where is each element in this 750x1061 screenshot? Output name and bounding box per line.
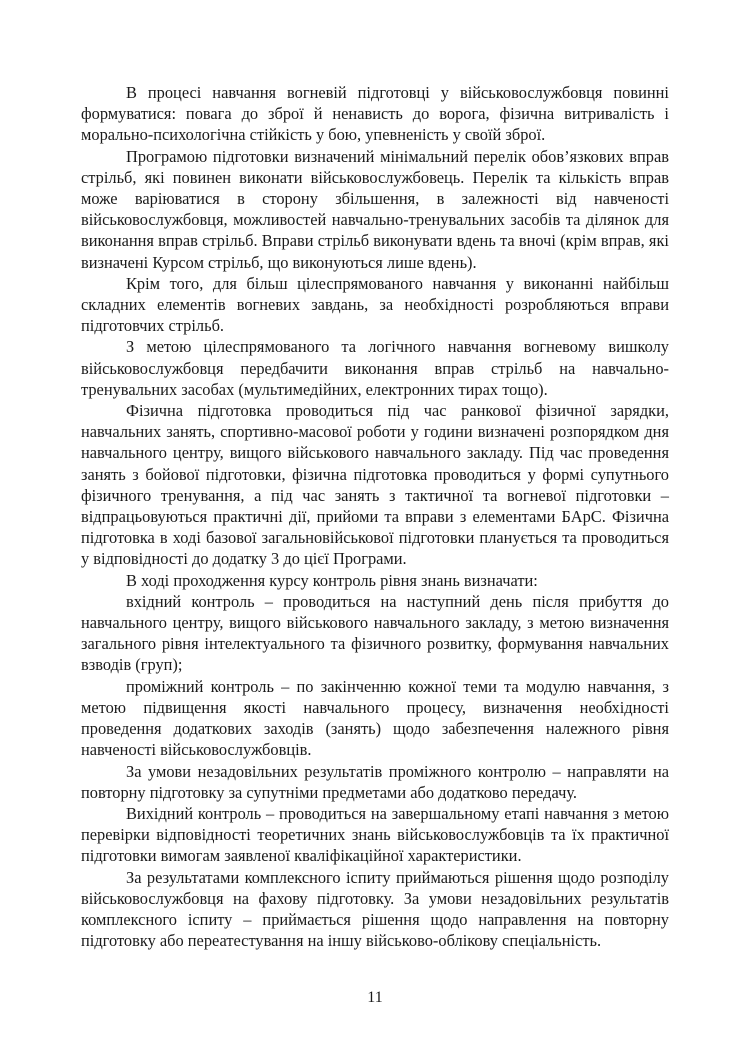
paragraph-fire-training-goals: В процесі навчання вогневій підготовці у військовослужбовця повинні формуватися: повага до зброї й ненависть до ворога, фізична витривалість і морально-психологічна стійкість у бою, упевненість у своїй зброї. <box>81 83 669 145</box>
paragraph-knowledge-control-intro: В ході проходження курсу контроль рівня знань визначати: <box>126 570 538 590</box>
document-page <box>81 82 669 951</box>
page-number: 11 <box>367 989 383 1006</box>
paragraph-comprehensive-exam: За результатами комплексного іспиту приймаються рішення щодо розподілу військовослужбовця на фахову підготовку. За умови незадовільних результатів комплексного іспиту – приймається рішення щодо направлення на повторну підготовку або переатестування на іншу військово-облікову спеціальність. <box>81 867 669 951</box>
paragraph-entry-control: вхідний контроль – проводиться на наступний день після прибуття до навчального центру, вищого військового навчального закладу, з метою визначення загального рівня інтелектуального та фізичного розвитку, формування навчальних взводів (груп); <box>81 591 669 675</box>
paragraph-intermediate-control: проміжний контроль – по закінченню кожної теми та модулю навчання, з метою підвищення якості навчального процесу, визначення необхідності проведення додаткових заходів (занять) щодо забезпечення належного рівня навченості військовослужбовців. <box>81 676 669 760</box>
paragraph-training-simulators: З метою цілеспрямованого та логічного навчання вогневому вишколу військовослужбовця передбачити виконання вправ стрільб на навчально-тренувальних засобах (мультимедійних, електронних тирах тощо). <box>81 337 669 399</box>
paragraph-preparatory-shooting: Крім того, для більш цілеспрямованого навчання у виконанні найбільш складних елементів вогневих завдань, за необхідності розробляються вправи підготовчих стрільб. <box>81 273 669 336</box>
paragraph-final-control: Вихідний контроль – проводиться на завершальному етапі навчання з метою перевірки відповідності теоретичних знань військовослужбовців та їх практичної підготовки вимогам заявленої кваліфікаційної характеристики. <box>81 803 669 866</box>
paragraph-unsatisfactory-results: За умови незадовільних результатів проміжного контролю – направляти на повторну підготовку за супутніми предметами або додатково передачу. <box>81 761 669 802</box>
paragraph-shooting-exercises: Програмою підготовки визначений мінімальний перелік обов’язкових вправ стрільб, які повинен виконати військовослужбовець. Перелік та кількість вправ може варіюватися в сторону збільшення, в залежності від навченості військовослужбовця, можливостей навчально-тренувальних засобів та ділянок для виконання вправ стрільб. Вправи стрільб виконувати вдень та вночі (крім вправ, які визначені Курсом стрільб, що виконуються лише вдень). <box>81 146 669 272</box>
paragraph-physical-training: Фізична підготовка проводиться під час ранкової фізичної зарядки, навчальних занять, спортивно-масової роботи у години визначені розпорядком дня навчального центру, вищого військового навчального закладу. Під час проведення занять з бойової підготовки, фізична підготовка проводиться у формі супутнього фізичного тренування, а під час занять з тактичної та вогневої підготовки – відпрацьовуються практичні дії, прийоми та вправи з елементами БАрС. Фізична підготовка в ході базової загальновійськової підготовки планується та проводиться у відповідності до додатку 3 до цієї Програми. <box>81 401 669 569</box>
